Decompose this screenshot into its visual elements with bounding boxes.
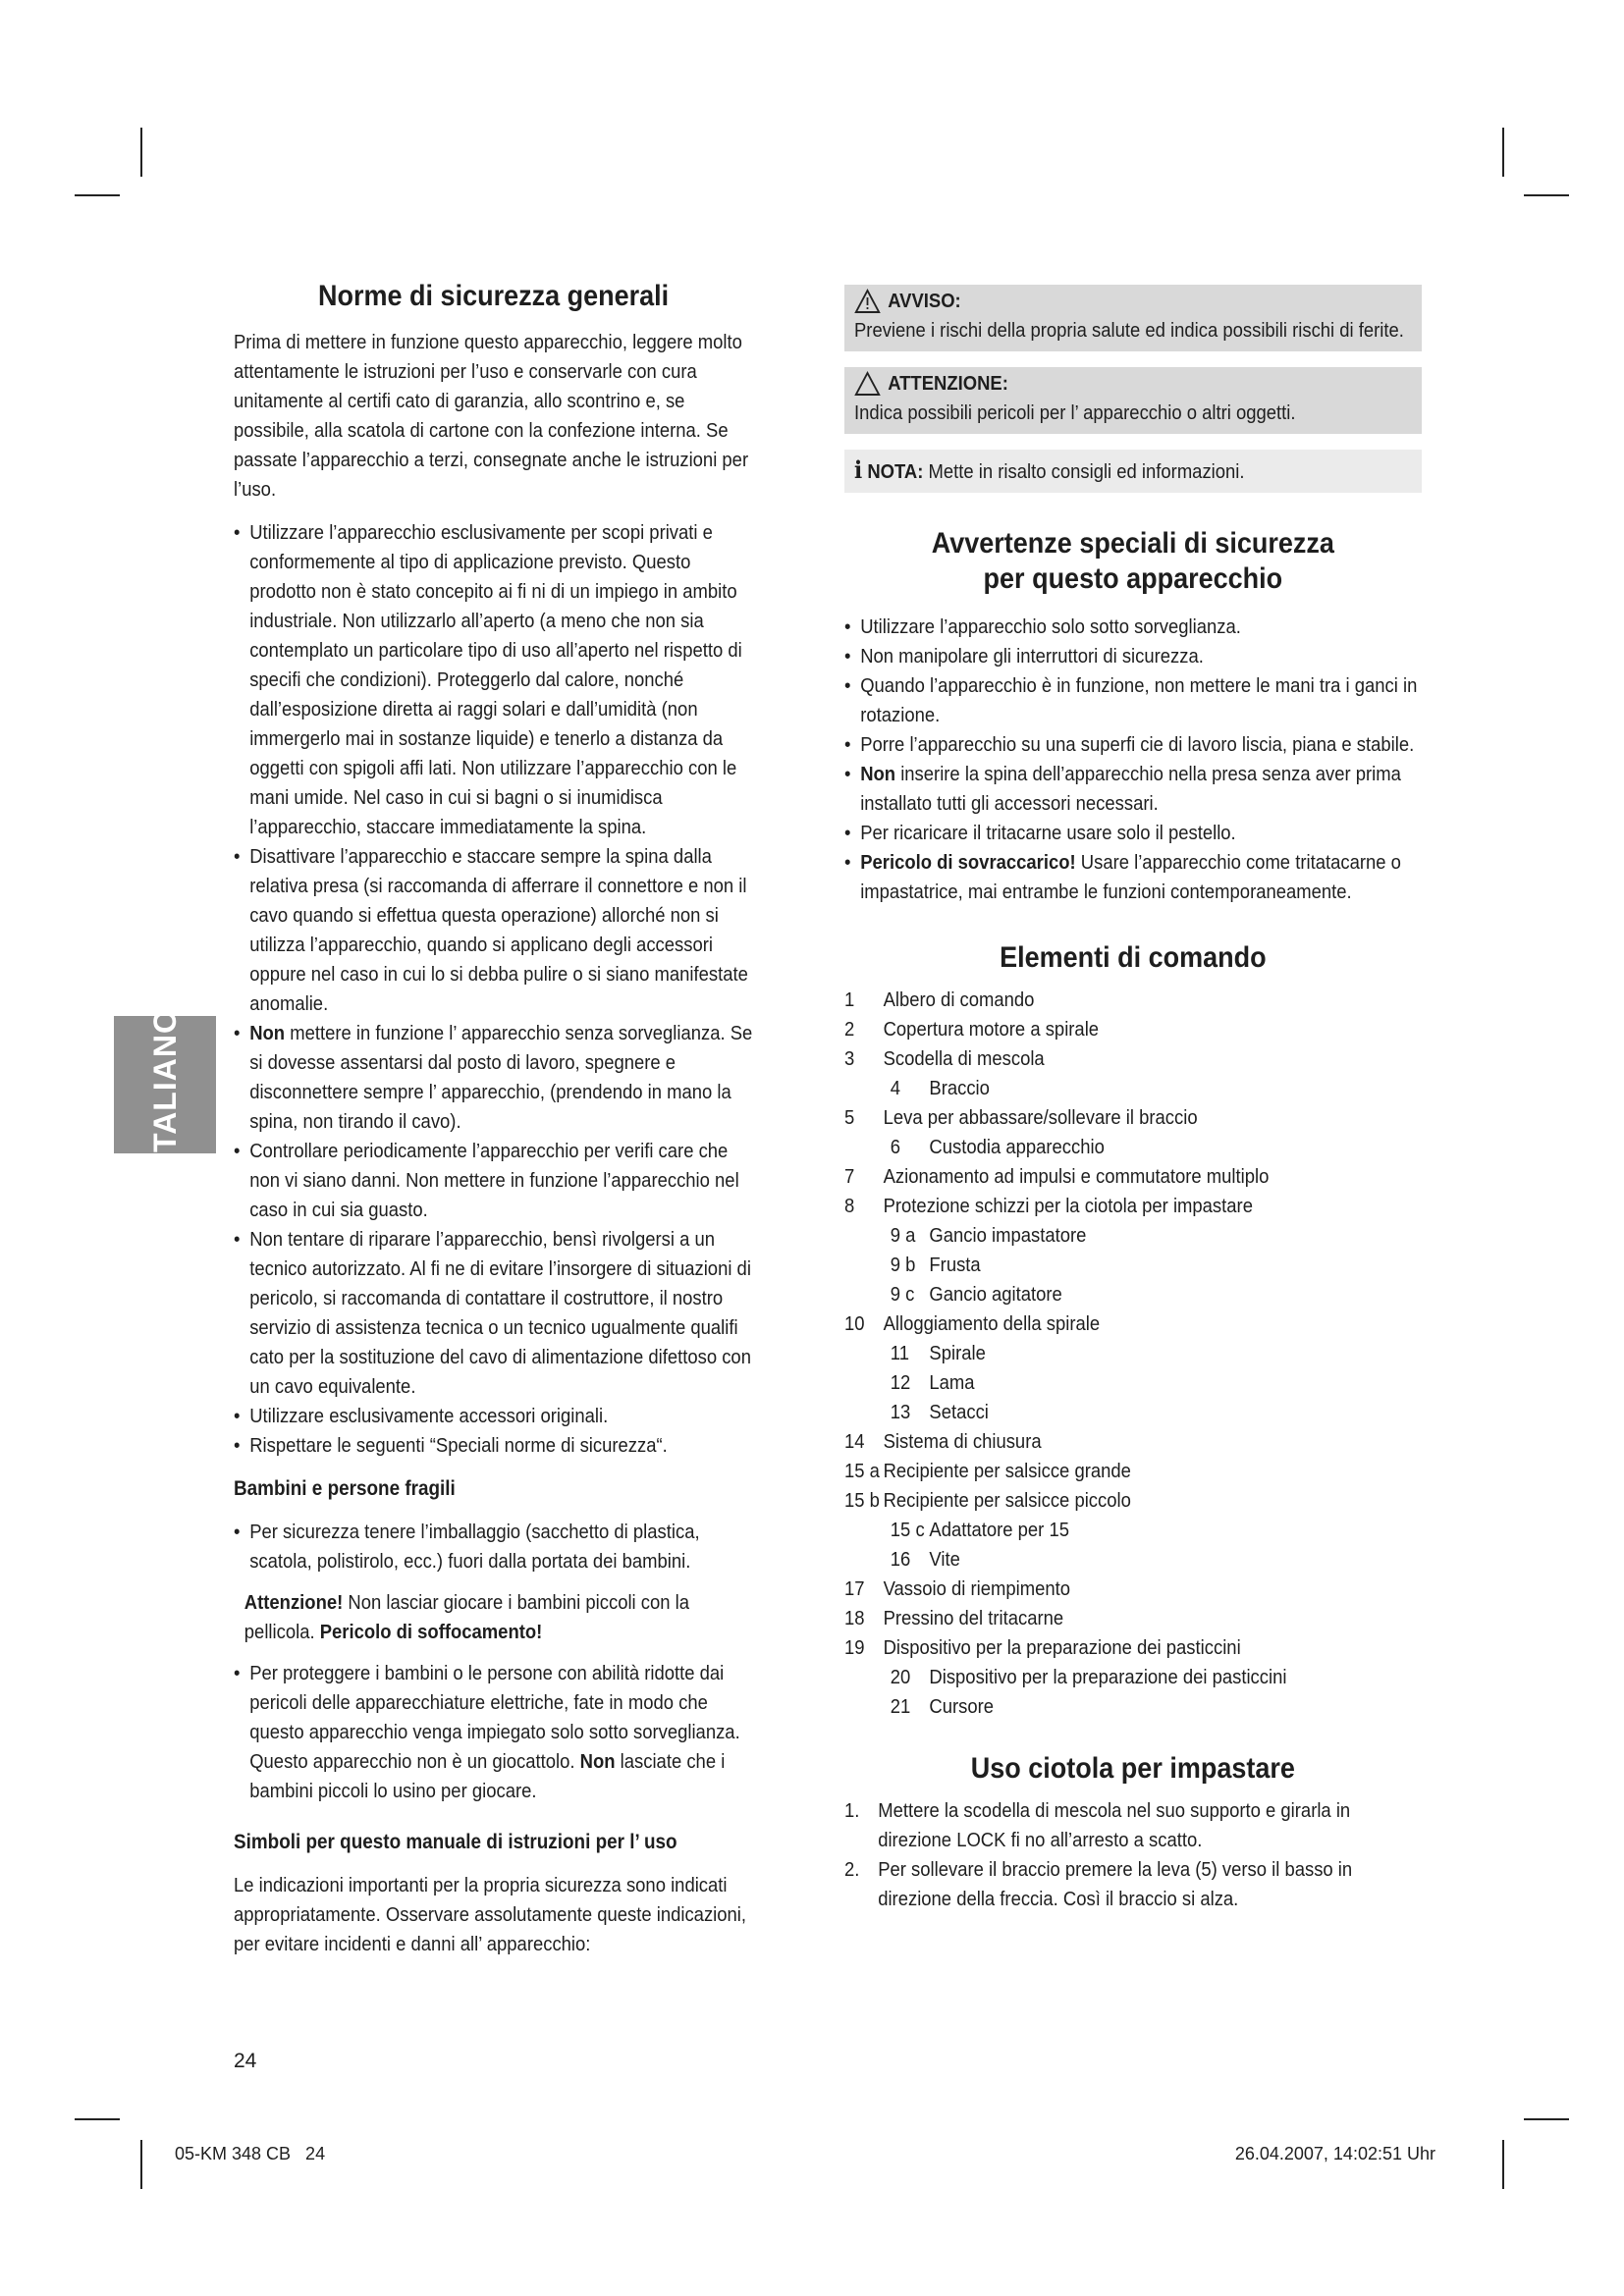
page-number: 24	[234, 2050, 257, 2072]
control-item	[844, 1251, 1422, 1280]
control-number: 6	[890, 1136, 901, 1158]
avviso-title: AVVISO:	[888, 290, 961, 312]
step-number: 2.	[844, 1858, 860, 1881]
control-number: 9 c	[890, 1283, 915, 1306]
control-label: Spirale	[929, 1342, 986, 1364]
control-item	[844, 1162, 1422, 1192]
control-label: Gancio impastatore	[929, 1224, 1087, 1247]
control-number: 15 b	[844, 1489, 880, 1512]
list-item: • Per sicurezza tenere l’imballaggio (sacchetto di plastica, scatola, polistirolo, ecc.) fuori dalla portata dei bambini.	[234, 1518, 753, 1576]
control-item	[844, 1486, 1422, 1516]
left-column	[234, 279, 753, 1959]
control-number: 15 c	[890, 1519, 925, 1541]
attenzione-box	[844, 367, 1422, 434]
list-item: • Non tentare di riparare l’apparecchio, bensì rivolgersi a un tecnico autorizzato. Al fi ne di evitare l’insorgere di situazioni di pericolo, si raccomanda di contattare il costruttore, il nostro servizio di assistenza tecnica o un tecnico ugualmente qualifi cato per la sostituzione del cavo di alimentazione difettoso con un cavo equivalente.	[234, 1225, 753, 1402]
control-item	[844, 1192, 1422, 1221]
control-item	[844, 1103, 1422, 1133]
control-number: 12	[890, 1371, 911, 1394]
footer-left: 05-KM 348 CB 24	[175, 2144, 326, 2163]
control-label: Copertura motore a spirale	[883, 1018, 1100, 1041]
list-item: • Porre l’apparecchio su una superfi cie di lavoro liscia, piana e stabile.	[844, 730, 1422, 760]
control-item	[844, 1074, 1422, 1103]
attenzione-title: ATTENZIONE:	[888, 372, 1008, 395]
control-label: Azionamento ad impulsi e commutatore multiplo	[883, 1165, 1270, 1188]
list-item: • Utilizzare l’apparecchio esclusivamente per scopi privati e conformemente al tipo di applicazione previsto. Questo prodotto non è stato concepito ai fi ni di un impiego in ambito industriale. Non utilizzarlo all’aperto (a meno che non sia contemplato un particolare tipo di uso all’aperto nel rispetto di specifi che condizioni). Proteggerlo dal calore, nonché dall’esposizione diretta ai raggi solari e dall’umidità (non immergerlo mai in sostanze liquide) e tenerlo a distanza da oggetti con spigoli affi lati. Non utilizzare l’apparecchio con le mani umide. Nel caso in cui si bagni o si inumidisca l’apparecchio, staccare immediatamente la spina.	[234, 518, 753, 842]
control-item	[844, 1604, 1422, 1633]
control-label: Alloggiamento della spirale	[883, 1312, 1101, 1335]
caution-triangle-icon	[854, 371, 881, 397]
crop-mark	[1502, 128, 1504, 177]
control-label: Scodella di mescola	[883, 1047, 1045, 1070]
control-label: Albero di comando	[883, 988, 1035, 1011]
control-label: Dispositivo per la preparazione dei pasticcini	[929, 1666, 1287, 1688]
list-item: • Non manipolare gli interruttori di sicurezza.	[844, 642, 1422, 671]
control-item	[844, 1339, 1422, 1368]
crop-mark	[1524, 2118, 1569, 2120]
list-item: • Per proteggere i bambini o le persone con abilità ridotte dai pericoli delle apparecchiature elettriche, fate in modo che questo apparecchio venga impiegato solo sotto sorveglianza. Questo apparecchio non è un giocattolo. Non lasciate che i bambini piccoli lo usino per giocare.	[234, 1659, 753, 1806]
step-text: Per sollevare il braccio premere la leva (5) verso il basso in direzione della freccia. Così il braccio si alza.	[878, 1858, 1353, 1910]
nota-text: Mette in risalto consigli ed informazioni.	[923, 460, 1245, 483]
control-item	[844, 1663, 1422, 1692]
control-number: 19	[844, 1636, 865, 1659]
special-safety-list	[844, 613, 1422, 907]
control-number: 8	[844, 1195, 855, 1217]
control-label: Vassoio di riempimento	[883, 1577, 1070, 1600]
control-number: 15 a	[844, 1460, 880, 1482]
control-item	[844, 1633, 1422, 1663]
control-number: 10	[844, 1312, 865, 1335]
step-text: Mettere la scodella di mescola nel suo supporto e girarla in direzione LOCK fi no all’arresto a scatto.	[878, 1799, 1351, 1851]
control-number: 21	[890, 1695, 911, 1718]
control-label: Leva per abbassare/sollevare il braccio	[883, 1106, 1198, 1129]
bowl-steps	[844, 1796, 1422, 1914]
control-item	[844, 1427, 1422, 1457]
control-number: 7	[844, 1165, 855, 1188]
crop-mark	[140, 2140, 142, 2189]
list-item: • Utilizzare l’apparecchio solo sotto sorveglianza.	[844, 613, 1422, 642]
control-label: Recipiente per salsicce grande	[883, 1460, 1131, 1482]
control-label: Custodia apparecchio	[929, 1136, 1105, 1158]
control-item	[844, 1398, 1422, 1427]
control-number: 11	[890, 1342, 909, 1364]
control-number: 9 b	[890, 1254, 916, 1276]
symbols-paragraph: Le indicazioni importanti per la propria sicurezza sono indicati appropriatamente. Osservare assolutamente queste indicazioni, per evitare incidenti e danni all’ apparecchio:	[234, 1874, 747, 1955]
control-number: 13	[890, 1401, 911, 1423]
footer-right: 26.04.2007, 14:02:51 Uhr	[1234, 2144, 1435, 2163]
control-number: 17	[844, 1577, 865, 1600]
control-item	[844, 1133, 1422, 1162]
control-item	[844, 1015, 1422, 1044]
control-label: Vite	[929, 1548, 960, 1571]
control-number: 5	[844, 1106, 855, 1129]
info-icon: i	[854, 455, 863, 484]
special-safety-title: Avvertenze speciali di sicurezza per questo apparecchio	[931, 527, 1334, 595]
control-item	[844, 1457, 1422, 1486]
control-item	[844, 1516, 1422, 1545]
bowl-step	[844, 1855, 1422, 1914]
nota-box	[844, 450, 1422, 493]
control-label: Recipiente per salsicce piccolo	[883, 1489, 1131, 1512]
crop-mark	[1524, 194, 1569, 196]
control-label: Frusta	[929, 1254, 981, 1276]
control-label: Adattatore per 15	[929, 1519, 1069, 1541]
language-tab	[114, 1007, 216, 1162]
control-item	[844, 1575, 1422, 1604]
avviso-text: Previene i rischi della propria salute ed indica possibili rischi di ferite.	[854, 319, 1404, 342]
controls-title: Elementi di comando	[1000, 941, 1267, 974]
control-label: Braccio	[929, 1077, 990, 1099]
language-tab-label: ITALIANO	[146, 1007, 183, 1162]
control-label: Dispositivo per la preparazione dei pasticcini	[883, 1636, 1241, 1659]
crop-mark	[75, 2118, 120, 2120]
control-number: 3	[844, 1047, 855, 1070]
control-number: 1	[844, 988, 855, 1011]
list-item: • Disattivare l’apparecchio e staccare sempre la spina dalla relativa presa (si raccomanda di afferrare il connettore e non il cavo quando si effettua questa operazione) allorché non si utilizza l’apparecchio, quando si applicano degli accessori oppure nel caso in cui lo si debba pulire o si siano manifestate anomalie.	[234, 842, 753, 1019]
control-item	[844, 1692, 1422, 1722]
control-label: Protezione schizzi per la ciotola per impastare	[883, 1195, 1253, 1217]
control-number: 14	[844, 1430, 865, 1453]
control-number: 4	[890, 1077, 901, 1099]
control-item	[844, 1368, 1422, 1398]
list-item: • Pericolo di sovraccarico! Usare l’apparecchio come tritatacarne o impastatrice, mai entrambe le funzioni contemporaneamente.	[844, 848, 1422, 907]
crop-mark	[75, 194, 120, 196]
control-number: 16	[890, 1548, 911, 1571]
symbols-heading: Simboli per questo manuale di istruzioni per l’ uso	[234, 1831, 677, 1853]
list-item: • Non inserire la spina dell’apparecchio nella presa senza aver prima installato tutti gli accessori necessari.	[844, 760, 1422, 819]
control-number: 2	[844, 1018, 855, 1041]
avviso-box	[844, 285, 1422, 351]
list-item: • Controllare periodicamente l’apparecchio per verifi care che non vi siano danni. Non mettere in funzione l’apparecchio nel caso in cui sia guasto.	[234, 1137, 753, 1225]
control-number: 9 a	[890, 1224, 916, 1247]
control-label: Setacci	[929, 1401, 989, 1423]
controls-list	[844, 986, 1422, 1722]
list-item: • Utilizzare esclusivamente accessori originali.	[234, 1402, 753, 1431]
children-list	[234, 1518, 753, 1576]
control-item	[844, 1044, 1422, 1074]
control-item	[844, 1545, 1422, 1575]
general-safety-title: Norme di sicurezza generali	[318, 280, 670, 312]
list-item: • Quando l’apparecchio è in funzione, non mettere le mani tra i ganci in rotazione.	[844, 671, 1422, 730]
right-column	[844, 285, 1422, 1914]
list-item: • Non mettere in funzione l’ apparecchio senza sorveglianza. Se si dovesse assentarsi dal posto di lavoro, spegnere e disconnettere sempre l’ apparecchio, (prendendo in mano la spina, non tirando il cavo).	[234, 1019, 753, 1137]
children-heading: Bambini e persone fragili	[234, 1477, 456, 1500]
nota-title: NOTA:	[867, 460, 924, 483]
intro-paragraph: Prima di mettere in funzione questo apparecchio, leggere molto attentamente le istruzioni per l’uso e conservarle con cura unitamente al certifi cato di garanzia, allo scontrino e, se possibile, alla scatola di cartone con la confezione interna. Se passate l’apparecchio a terzi, consegnate anche le istruzioni per l’uso.	[234, 331, 749, 501]
control-item	[844, 1280, 1422, 1309]
crop-mark	[1502, 2140, 1504, 2189]
control-item	[844, 986, 1422, 1015]
control-item	[844, 1221, 1422, 1251]
control-label: Cursore	[929, 1695, 995, 1718]
control-label: Sistema di chiusura	[883, 1430, 1042, 1453]
general-safety-list	[234, 518, 753, 1461]
list-item: • Rispettare le seguenti “Speciali norme di sicurezza“.	[234, 1431, 753, 1461]
attenzione-text: Indica possibili pericoli per l’ apparecchio o altri oggetti.	[854, 401, 1296, 424]
bowl-title: Uso ciotola per impastare	[970, 1752, 1295, 1785]
control-number: 18	[844, 1607, 865, 1629]
suffocation-warning: Attenzione! Non lasciar giocare i bambini piccoli con la pellicola. Pericolo di soffocamento!	[244, 1591, 690, 1643]
crop-mark	[140, 128, 142, 177]
warning-triangle-icon	[854, 289, 881, 314]
list-item: • Per ricaricare il tritacarne usare solo il pestello.	[844, 819, 1422, 848]
control-label: Lama	[929, 1371, 975, 1394]
control-label: Pressino del tritacarne	[883, 1607, 1064, 1629]
control-item	[844, 1309, 1422, 1339]
control-number: 20	[890, 1666, 911, 1688]
bowl-step	[844, 1796, 1422, 1855]
control-label: Gancio agitatore	[929, 1283, 1062, 1306]
children-list-2	[234, 1659, 753, 1806]
step-number: 1.	[844, 1799, 860, 1822]
